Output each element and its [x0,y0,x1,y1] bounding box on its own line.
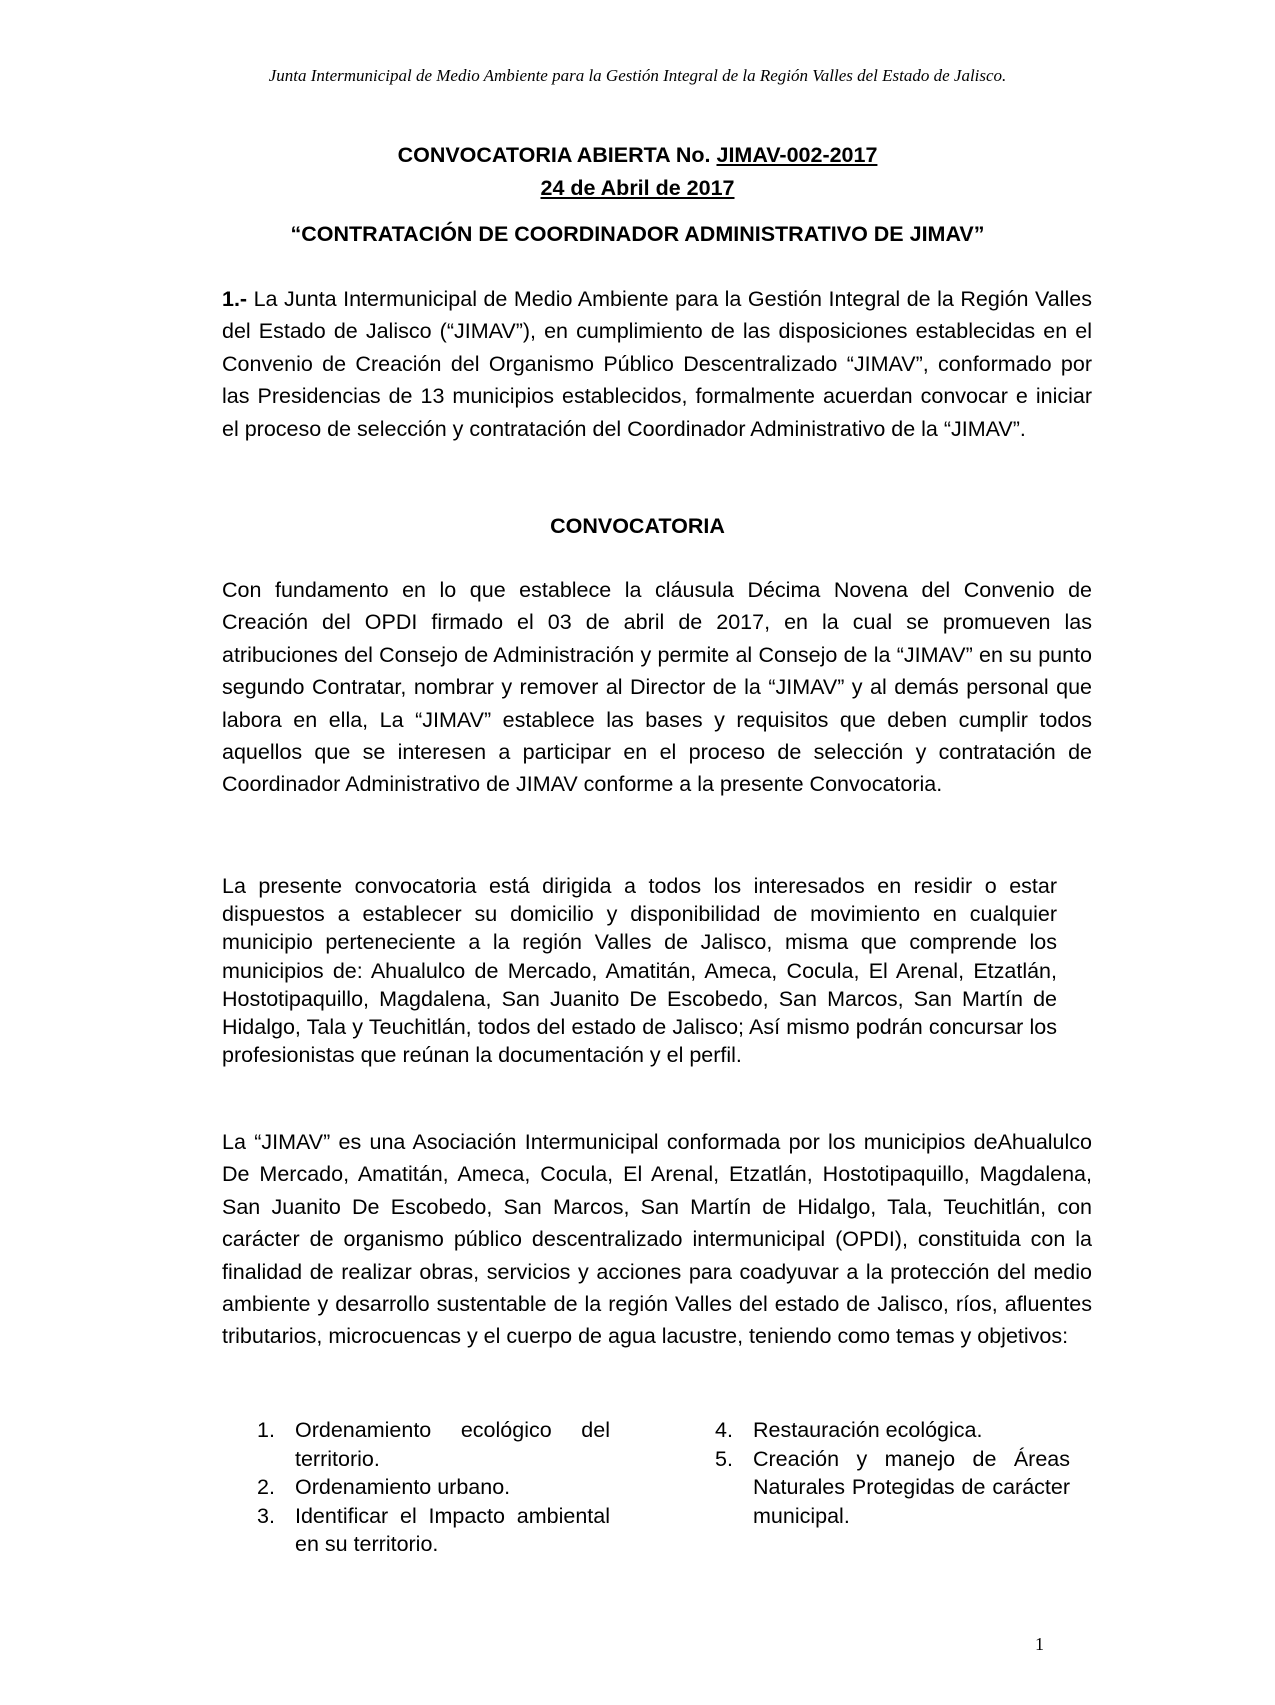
list-item [257,1416,610,1473]
list-item-text: Creación y manejo de Áreas Naturales Protegidas de carácter municipal. [753,1446,1070,1528]
objectives-list-left [257,1416,610,1559]
list-item [257,1473,610,1502]
document-subject: “CONTRATACIÓN DE COORDINADOR ADMINISTRATIVO DE JIMAV” [290,222,985,246]
list-item-number: 2. [257,1475,275,1499]
list-item-text: Identificar el Impacto ambiental en su territorio. [295,1503,610,1556]
list-item-number: 3. [257,1503,275,1528]
list-item-text: Ordenamiento urbano. [295,1475,511,1499]
audience-paragraph: La presente convocatoria está dirigida a todos los interesados en residir o estar dispuestos a establecer su domicilio y disponibilidad de movimiento en cualquier municipio perteneciente a la región Valles de Jalisco, misma que comprende los municipios de: Ahualulco de Mercado, Amatitán, Ameca, Cocula, El Arenal, Etzatlán, Hostotipaquillo, Magdalena, San Juanito De Escobedo, San Marcos, San Martín de Hidalgo, Tala y Teuchitlán, todos del estado de Jalisco; Así mismo podrán concursar los profesionistas que reúnan la documentación y el perfil. [222,874,1057,1068]
list-item [715,1445,1070,1531]
document-title [0,143,1275,168]
list-item-text: Restauración ecológica. [753,1418,983,1442]
intro-paragraph [222,283,1092,445]
section-heading: CONVOCATORIA [550,514,725,538]
objectives-list-right [715,1416,1070,1530]
list-item [257,1502,610,1559]
list-item-number: 4. [715,1418,733,1442]
document-date [0,176,1275,201]
page-number: 1 [1035,1634,1044,1654]
list-item-text: Ordenamiento ecológico del territorio. [295,1418,610,1471]
list-item [715,1416,1070,1445]
running-header: Junta Intermunicipal de Medio Ambiente para la Gestión Integral de la Región Valles del Estado de Jalisco. [268,66,1007,85]
list-item-number: 5. [715,1446,733,1471]
list-item-number: 1. [257,1418,275,1442]
date-text: 24 de Abril de 2017 [540,176,735,200]
convocatoria-code: JIMAV-002-2017 [716,143,878,167]
intro-lead: 1.- [222,287,248,311]
title-prefix: CONVOCATORIA ABIERTA No. [397,143,717,167]
intro-text: La Junta Intermunicipal de Medio Ambiente para la Gestión Integral de la Región Valles del Estado de Jalisco (“JIMAV”), en cumplimiento de las disposiciones establecidas en el Convenio de Creación del Organismo Público Descentralizado “JIMAV”, conformado por las Presidencias de 13 municipios establecidos, formalmente acuerdan convocar e iniciar el proceso de selección y contratación del Coordinador Administrativo de la “JIMAV”. [222,287,1092,441]
jimav-description-paragraph: La “JIMAV” es una Asociación Intermunicipal conformada por los municipios deAhualulco De Mercado, Amatitán, Ameca, Cocula, El Arenal, Etzatlán, Hostotipaquillo, Magdalena, San Juanito De Escobedo, San Marcos, San Martín de Hidalgo, Tala, Teuchitlán, con carácter de organismo público descentralizado intermunicipal (OPDI), constituida con la finalidad de realizar obras, servicios y acciones para coadyuvar a la protección del medio ambiente y desarrollo sustentable de la región Valles del estado de Jalisco, ríos, afluentes tributarios, microcuencas y el cuerpo de agua lacustre, teniendo como temas y objetivos: [222,1130,1092,1349]
foundation-paragraph: Con fundamento en lo que establece la cláusula Décima Novena del Convenio de Creación del OPDI firmado el 03 de abril de 2017, en la cual se promueven las atribuciones del Consejo de Administración y permite al Consejo de la “JIMAV” en su punto segundo Contratar, nombrar y remover al Director de la “JIMAV” y al demás personal que labora en ella, La “JIMAV” establece las bases y requisitos que deben cumplir todos aquellos que se interesen a participar en el proceso de selección y contratación de Coordinador Administrativo de JIMAV conforme a la presente Convocatoria. [222,578,1092,797]
